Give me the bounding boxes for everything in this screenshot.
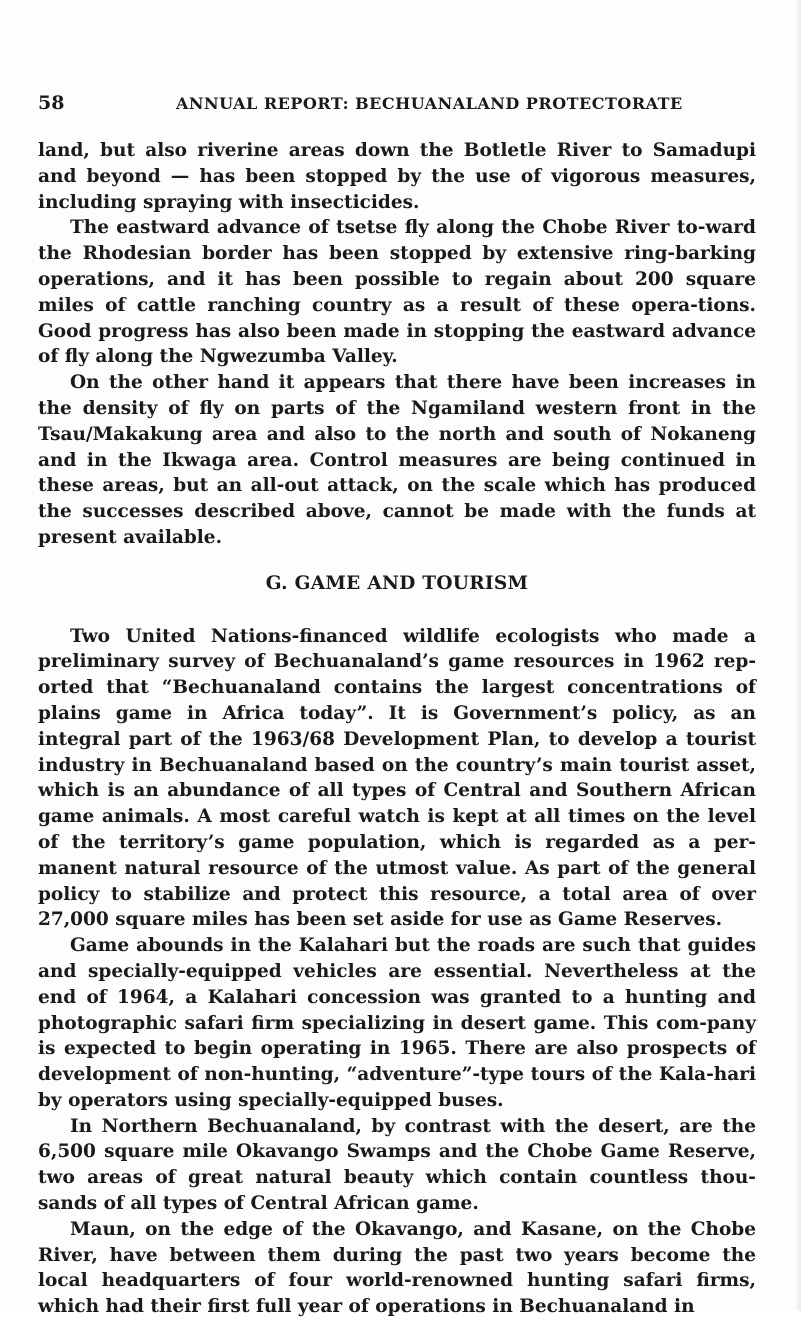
paragraph: land, but also riverine areas down the Botletle River to Samadupi and beyond — has been stopped by the use of vigorous measures, including spraying with insecticides. (38, 140, 756, 213)
section-heading: G. GAME AND TOURISM (265, 572, 529, 594)
paragraph: On the other hand it appears that there have been increases in the density of fly on parts of the Ngamiland western front in the Tsau/Makakung area and also to the north and south of Nokaneng and in the Ikwaga area. Control measures are being continued in these areas, but an all-out attack, on the scale which has produced the successes described above, cannot be made with the funds at present available. (38, 372, 756, 548)
paragraph: Game abounds in the Kalahari but the roads are such that guides and specially-equipped vehicles are essential. Nevertheless at the end of 1964, a Kalahari concession was granted to a hunting and photographic safari firm specializing in desert game. This com-pany is expected to begin operating in 1965. There are also prospects of development of non-hunting, “adventure”-type tours of the Kala-hari by operators using specially-equipped buses. (38, 935, 756, 1111)
paragraph: The eastward advance of tsetse fly along the Chobe River to-ward the Rhodesian border has been stopped by extensive ring-barking operations, and it has been possible to regain about 200 square miles of cattle ranching country as a result of these opera-tions. Good progress has also been made in stopping the eastward advance of fly along the Ngwezumba Valley. (38, 217, 756, 368)
page-edge-shadow (795, 0, 801, 1311)
page-number: 58 (38, 92, 65, 114)
paragraph: Two United Nations-financed wildlife ecologists who made a preliminary survey of Bechuanaland’s game resources in 1962 rep-orted that “Bechuanaland contains the largest concentrations of plains game in Africa today”. It is Government’s policy, as an integral part of the 1963/68 Development Plan, to develop a tourist industry in Bechuanaland based on the country’s main tourist asset, which is an abundance of all types of Central and Southern African game animals. A most careful watch is kept at all times on the level of the territory’s game population, which is regarded as a per-manent natural resource of the utmost value. As part of the general policy to stabilize and protect this resource, a total area of over 27,000 square miles has been set aside for use as Game Reserves. (38, 625, 756, 931)
paragraph: Maun, on the edge of the Okavango, and Kasane, on the Chobe River, have between them during the past two years become the local headquarters of four world-renowned hunting safari firms, which had their first full year of operations in Bechuanaland in (38, 1218, 756, 1318)
paragraph: In Northern Bechuanaland, by contrast with the desert, are the 6,500 square mile Okavango Swamps and the Chobe Game Reserve, two areas of great natural beauty which contain countless thou-sands of all types of Central African game. (38, 1115, 756, 1215)
page-header (38, 92, 758, 122)
body-text (38, 138, 756, 1320)
running-head: ANNUAL REPORT: BECHUANALAND PROTECTORATE (176, 94, 683, 113)
